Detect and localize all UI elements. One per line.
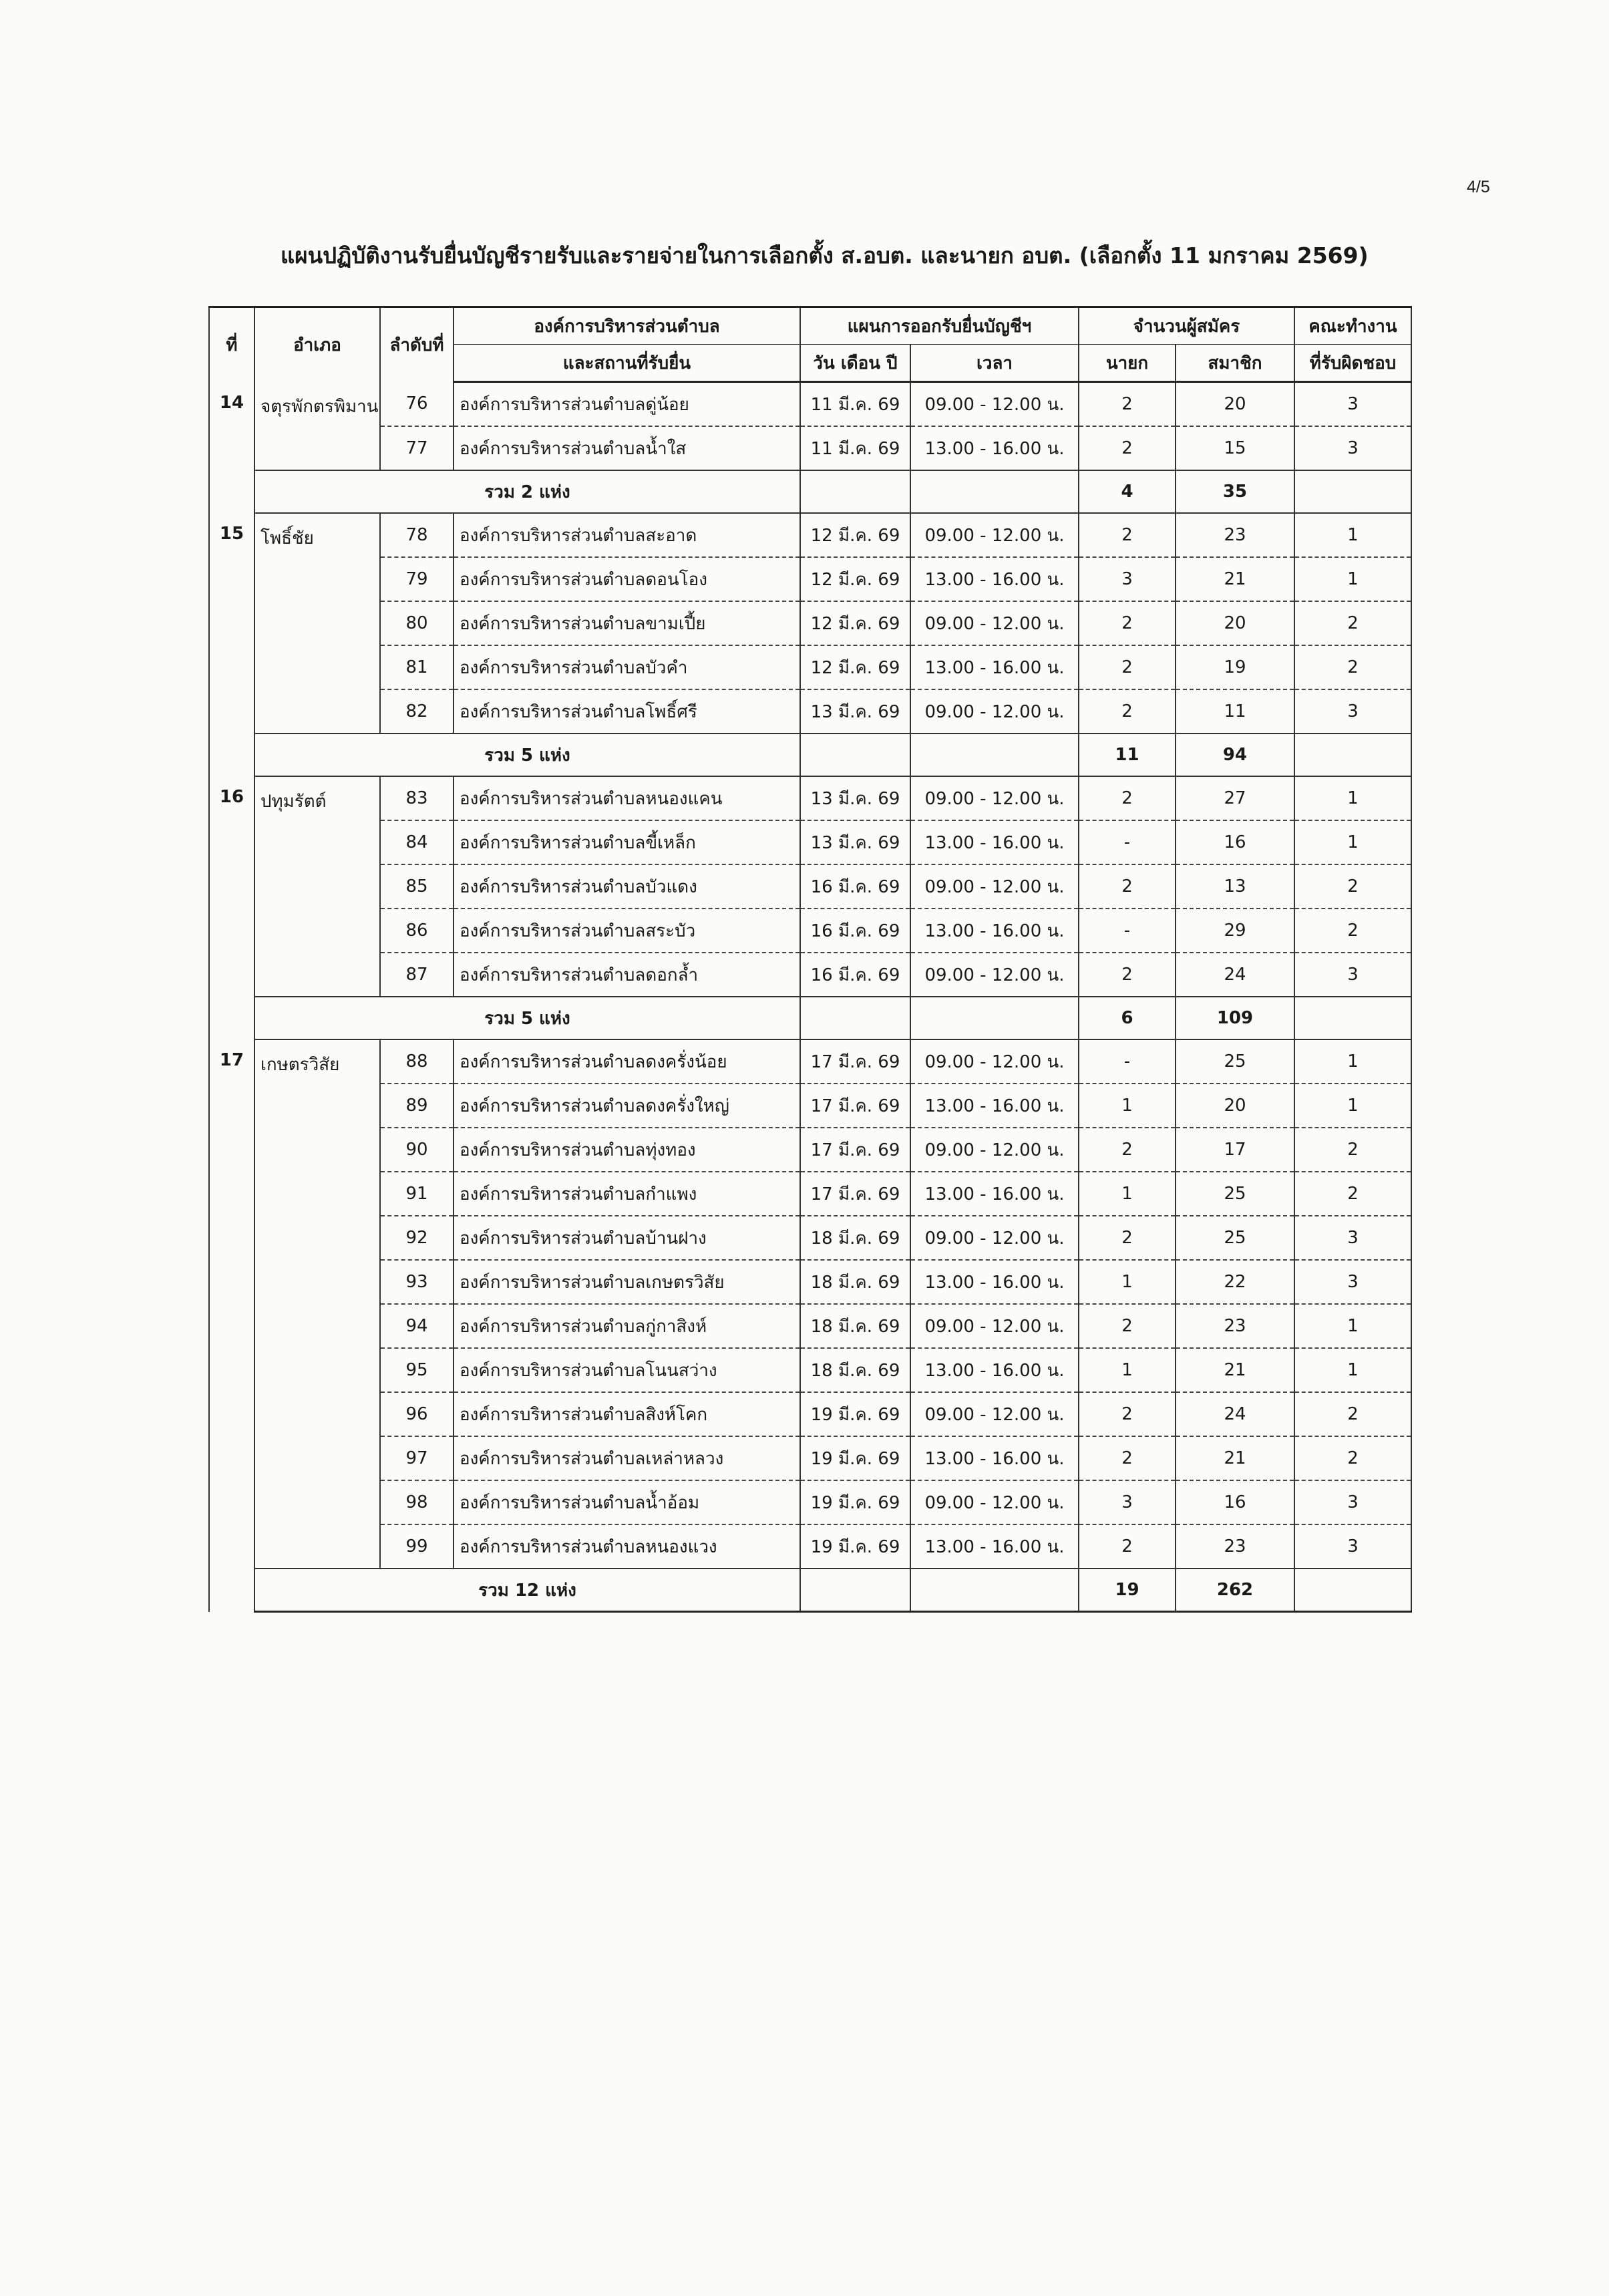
mayor-count-cell: 2 [1079, 1216, 1176, 1260]
team-cell: 1 [1294, 1084, 1411, 1128]
mayor-count-cell: 2 [1079, 426, 1176, 470]
table-row [209, 1260, 1411, 1304]
member-count-cell: 13 [1176, 864, 1294, 909]
table-row [209, 689, 1411, 733]
header-time: เวลา [910, 345, 1079, 382]
date-cell: 18 มี.ค. 69 [800, 1216, 910, 1260]
member-count-cell: 24 [1176, 1392, 1294, 1436]
member-count-cell: 23 [1176, 1524, 1294, 1569]
seq-cell: 95 [380, 1348, 454, 1392]
member-count-cell: 20 [1176, 382, 1294, 427]
seq-cell: 90 [380, 1128, 454, 1172]
mayor-count-cell: 2 [1079, 645, 1176, 689]
header-mayor: นายก [1079, 345, 1176, 382]
table-row [209, 1304, 1411, 1348]
seq-cell: 89 [380, 1084, 454, 1128]
org-cell: องค์การบริหารส่วนตำบลสระบัว [454, 909, 800, 953]
org-cell: องค์การบริหารส่วนตำบลสิงห์โคก [454, 1392, 800, 1436]
team-cell: 2 [1294, 1172, 1411, 1216]
member-count-cell: 25 [1176, 1216, 1294, 1260]
team-cell: 3 [1294, 1216, 1411, 1260]
subtotal-mayor: 6 [1079, 997, 1176, 1039]
time-cell: 09.00 - 12.00 น. [910, 1039, 1079, 1084]
header-team: คณะทำงาน [1294, 307, 1411, 345]
date-cell: 12 มี.ค. 69 [800, 557, 910, 601]
seq-cell: 78 [380, 513, 454, 557]
date-cell: 11 มี.ค. 69 [800, 382, 910, 427]
team-cell: 1 [1294, 820, 1411, 864]
header-no: ที่ [209, 307, 254, 382]
document-title: แผนปฏิบัติงานรับยื่นบัญชีรายรับและรายจ่ายในการเลือกตั้ง ส.อบต. และนายก อบต. (เลือกตั้ง 11 มกราคม 2569) [281, 242, 1369, 269]
time-cell: 09.00 - 12.00 น. [910, 953, 1079, 997]
member-count-cell: 15 [1176, 426, 1294, 470]
team-cell: 2 [1294, 1392, 1411, 1436]
subtotal-member: 35 [1176, 470, 1294, 513]
table-row [209, 513, 1411, 557]
mayor-count-cell: 3 [1079, 557, 1176, 601]
subtotal-label: รวม 12 แห่ง [254, 1569, 800, 1612]
header-member: สมาชิก [1176, 345, 1294, 382]
group-number: 16 [209, 776, 254, 1039]
org-cell: องค์การบริหารส่วนตำบลกำแพง [454, 1172, 800, 1216]
seq-cell: 99 [380, 1524, 454, 1569]
district-name: จตุรพักตรพิมาน [254, 382, 380, 471]
time-cell: 09.00 - 12.00 น. [910, 513, 1079, 557]
header-team-line2: ที่รับผิดชอบ [1294, 345, 1411, 382]
member-count-cell: 23 [1176, 1304, 1294, 1348]
district-name: โพธิ์ชัย [254, 513, 380, 733]
time-cell: 09.00 - 12.00 น. [910, 601, 1079, 645]
subtotal-row [209, 470, 1411, 513]
date-cell: 19 มี.ค. 69 [800, 1480, 910, 1524]
subtotal-date-empty [800, 1569, 910, 1612]
mayor-count-cell: 1 [1079, 1260, 1176, 1304]
team-cell: 3 [1294, 689, 1411, 733]
team-cell: 2 [1294, 1128, 1411, 1172]
subtotal-time-empty [910, 470, 1079, 513]
date-cell: 16 มี.ค. 69 [800, 864, 910, 909]
time-cell: 13.00 - 16.00 น. [910, 1524, 1079, 1569]
org-cell: องค์การบริหารส่วนตำบลสะอาด [454, 513, 800, 557]
date-cell: 13 มี.ค. 69 [800, 820, 910, 864]
date-cell: 17 มี.ค. 69 [800, 1039, 910, 1084]
time-cell: 13.00 - 16.00 น. [910, 1348, 1079, 1392]
seq-cell: 93 [380, 1260, 454, 1304]
mayor-count-cell: 1 [1079, 1084, 1176, 1128]
table-row [209, 1436, 1411, 1480]
subtotal-member: 109 [1176, 997, 1294, 1039]
table-row [209, 382, 1411, 427]
member-count-cell: 20 [1176, 601, 1294, 645]
table-row [209, 953, 1411, 997]
mayor-count-cell: - [1079, 820, 1176, 864]
org-cell: องค์การบริหารส่วนตำบลโพธิ์ศรี [454, 689, 800, 733]
mayor-count-cell: 2 [1079, 864, 1176, 909]
seq-cell: 91 [380, 1172, 454, 1216]
date-cell: 18 มี.ค. 69 [800, 1260, 910, 1304]
table-row [209, 1172, 1411, 1216]
subtotal-row [209, 1569, 1411, 1612]
team-cell: 3 [1294, 953, 1411, 997]
table-row [209, 1524, 1411, 1569]
table-row [209, 1128, 1411, 1172]
header-org-line2: และสถานที่รับยื่น [454, 345, 800, 382]
mayor-count-cell: 2 [1079, 953, 1176, 997]
time-cell: 13.00 - 16.00 น. [910, 1260, 1079, 1304]
header-date: วัน เดือน ปี [800, 345, 910, 382]
time-cell: 13.00 - 16.00 น. [910, 1172, 1079, 1216]
date-cell: 12 มี.ค. 69 [800, 645, 910, 689]
mayor-count-cell: 2 [1079, 513, 1176, 557]
seq-cell: 97 [380, 1436, 454, 1480]
group-number: 15 [209, 513, 254, 776]
time-cell: 13.00 - 16.00 น. [910, 1436, 1079, 1480]
time-cell: 13.00 - 16.00 น. [910, 557, 1079, 601]
time-cell: 13.00 - 16.00 น. [910, 1084, 1079, 1128]
subtotal-row [209, 997, 1411, 1039]
team-cell: 2 [1294, 645, 1411, 689]
mayor-count-cell: - [1079, 909, 1176, 953]
team-cell: 1 [1294, 776, 1411, 820]
team-cell: 2 [1294, 909, 1411, 953]
mayor-count-cell: 2 [1079, 1304, 1176, 1348]
mayor-count-cell: 1 [1079, 1172, 1176, 1216]
subtotal-time-empty [910, 733, 1079, 776]
member-count-cell: 11 [1176, 689, 1294, 733]
org-cell: องค์การบริหารส่วนตำบลบ้านฝาง [454, 1216, 800, 1260]
date-cell: 12 มี.ค. 69 [800, 513, 910, 557]
election-schedule-table [208, 306, 1412, 1613]
date-cell: 17 มี.ค. 69 [800, 1084, 910, 1128]
district-name: ปทุมรัตต์ [254, 776, 380, 997]
team-cell: 1 [1294, 1039, 1411, 1084]
mayor-count-cell: 2 [1079, 689, 1176, 733]
subtotal-mayor: 11 [1079, 733, 1176, 776]
team-cell: 3 [1294, 1480, 1411, 1524]
table-row [209, 1348, 1411, 1392]
subtotal-team-empty [1294, 733, 1411, 776]
header-district: อำเภอ [254, 307, 380, 382]
org-cell: องค์การบริหารส่วนตำบลทุ่งทอง [454, 1128, 800, 1172]
member-count-cell: 22 [1176, 1260, 1294, 1304]
date-cell: 13 มี.ค. 69 [800, 689, 910, 733]
table-row [209, 645, 1411, 689]
org-cell: องค์การบริหารส่วนตำบลดู่น้อย [454, 382, 800, 427]
org-cell: องค์การบริหารส่วนตำบลหนองแวง [454, 1524, 800, 1569]
seq-cell: 85 [380, 864, 454, 909]
org-cell: องค์การบริหารส่วนตำบลเกษตรวิสัย [454, 1260, 800, 1304]
seq-cell: 80 [380, 601, 454, 645]
table-row [209, 864, 1411, 909]
table-row [209, 1039, 1411, 1084]
subtotal-label: รวม 5 แห่ง [254, 997, 800, 1039]
date-cell: 13 มี.ค. 69 [800, 776, 910, 820]
subtotal-mayor: 4 [1079, 470, 1176, 513]
table-row [209, 1480, 1411, 1524]
time-cell: 09.00 - 12.00 น. [910, 1480, 1079, 1524]
org-cell: องค์การบริหารส่วนตำบลขี้เหล็ก [454, 820, 800, 864]
subtotal-member: 94 [1176, 733, 1294, 776]
date-cell: 18 มี.ค. 69 [800, 1304, 910, 1348]
member-count-cell: 21 [1176, 1348, 1294, 1392]
subtotal-team-empty [1294, 470, 1411, 513]
org-cell: องค์การบริหารส่วนตำบลโนนสว่าง [454, 1348, 800, 1392]
seq-cell: 82 [380, 689, 454, 733]
seq-cell: 94 [380, 1304, 454, 1348]
org-cell: องค์การบริหารส่วนตำบลดอนโอง [454, 557, 800, 601]
group-number: 14 [209, 382, 254, 514]
mayor-count-cell: 3 [1079, 1480, 1176, 1524]
subtotal-mayor: 19 [1079, 1569, 1176, 1612]
date-cell: 17 มี.ค. 69 [800, 1172, 910, 1216]
table-row [209, 601, 1411, 645]
team-cell: 3 [1294, 426, 1411, 470]
subtotal-date-empty [800, 733, 910, 776]
seq-cell: 98 [380, 1480, 454, 1524]
seq-cell: 81 [380, 645, 454, 689]
subtotal-row [209, 733, 1411, 776]
mayor-count-cell: 2 [1079, 382, 1176, 427]
subtotal-time-empty [910, 997, 1079, 1039]
team-cell: 3 [1294, 1260, 1411, 1304]
org-cell: องค์การบริหารส่วนตำบลบัวคำ [454, 645, 800, 689]
mayor-count-cell: 1 [1079, 1348, 1176, 1392]
date-cell: 16 มี.ค. 69 [800, 953, 910, 997]
seq-cell: 92 [380, 1216, 454, 1260]
date-cell: 19 มี.ค. 69 [800, 1436, 910, 1480]
member-count-cell: 29 [1176, 909, 1294, 953]
time-cell: 09.00 - 12.00 น. [910, 1392, 1079, 1436]
team-cell: 3 [1294, 1524, 1411, 1569]
team-cell: 1 [1294, 1304, 1411, 1348]
date-cell: 17 มี.ค. 69 [800, 1128, 910, 1172]
team-cell: 2 [1294, 864, 1411, 909]
table-row [209, 1392, 1411, 1436]
header-seq: ลำดับที่ [380, 307, 454, 382]
table-row [209, 426, 1411, 470]
org-cell: องค์การบริหารส่วนตำบลบัวแดง [454, 864, 800, 909]
member-count-cell: 21 [1176, 557, 1294, 601]
member-count-cell: 24 [1176, 953, 1294, 997]
org-cell: องค์การบริหารส่วนตำบลน้ำอ้อม [454, 1480, 800, 1524]
seq-cell: 79 [380, 557, 454, 601]
group-number: 17 [209, 1039, 254, 1612]
subtotal-label: รวม 2 แห่ง [254, 470, 800, 513]
org-cell: องค์การบริหารส่วนตำบลขามเปี้ย [454, 601, 800, 645]
seq-cell: 96 [380, 1392, 454, 1436]
org-cell: องค์การบริหารส่วนตำบลเหล่าหลวง [454, 1436, 800, 1480]
member-count-cell: 23 [1176, 513, 1294, 557]
table-row [209, 776, 1411, 820]
page-number: 4/5 [1467, 178, 1490, 196]
member-count-cell: 25 [1176, 1039, 1294, 1084]
subtotal-team-empty [1294, 1569, 1411, 1612]
time-cell: 09.00 - 12.00 น. [910, 1304, 1079, 1348]
time-cell: 09.00 - 12.00 น. [910, 864, 1079, 909]
table-row [209, 1216, 1411, 1260]
table-row [209, 820, 1411, 864]
time-cell: 13.00 - 16.00 น. [910, 909, 1079, 953]
member-count-cell: 16 [1176, 1480, 1294, 1524]
mayor-count-cell: 2 [1079, 1128, 1176, 1172]
subtotal-member: 262 [1176, 1569, 1294, 1612]
team-cell: 2 [1294, 601, 1411, 645]
table-row [209, 557, 1411, 601]
subtotal-time-empty [910, 1569, 1079, 1612]
mayor-count-cell: 2 [1079, 1436, 1176, 1480]
subtotal-date-empty [800, 997, 910, 1039]
team-cell: 1 [1294, 513, 1411, 557]
team-cell: 1 [1294, 557, 1411, 601]
district-name: เกษตรวิสัย [254, 1039, 380, 1569]
seq-cell: 76 [380, 382, 454, 427]
time-cell: 09.00 - 12.00 น. [910, 1128, 1079, 1172]
time-cell: 09.00 - 12.00 น. [910, 1216, 1079, 1260]
seq-cell: 86 [380, 909, 454, 953]
team-cell: 1 [1294, 1348, 1411, 1392]
seq-cell: 83 [380, 776, 454, 820]
member-count-cell: 16 [1176, 820, 1294, 864]
member-count-cell: 19 [1176, 645, 1294, 689]
mayor-count-cell: - [1079, 1039, 1176, 1084]
time-cell: 09.00 - 12.00 น. [910, 689, 1079, 733]
org-cell: องค์การบริหารส่วนตำบลดงครั่งน้อย [454, 1039, 800, 1084]
header-plan: แผนการออกรับยื่นบัญชีฯ [800, 307, 1079, 345]
subtotal-date-empty [800, 470, 910, 513]
date-cell: 12 มี.ค. 69 [800, 601, 910, 645]
team-cell: 3 [1294, 382, 1411, 427]
org-cell: องค์การบริหารส่วนตำบลกู่กาสิงห์ [454, 1304, 800, 1348]
seq-cell: 77 [380, 426, 454, 470]
time-cell: 09.00 - 12.00 น. [910, 776, 1079, 820]
table-row [209, 1084, 1411, 1128]
header-org: องค์การบริหารส่วนตำบล [454, 307, 800, 345]
org-cell: องค์การบริหารส่วนตำบลหนองแคน [454, 776, 800, 820]
time-cell: 13.00 - 16.00 น. [910, 820, 1079, 864]
date-cell: 11 มี.ค. 69 [800, 426, 910, 470]
date-cell: 19 มี.ค. 69 [800, 1524, 910, 1569]
seq-cell: 87 [380, 953, 454, 997]
mayor-count-cell: 2 [1079, 776, 1176, 820]
member-count-cell: 17 [1176, 1128, 1294, 1172]
mayor-count-cell: 2 [1079, 1392, 1176, 1436]
time-cell: 13.00 - 16.00 น. [910, 426, 1079, 470]
mayor-count-cell: 2 [1079, 1524, 1176, 1569]
subtotal-team-empty [1294, 997, 1411, 1039]
table-body [209, 382, 1411, 1612]
seq-cell: 84 [380, 820, 454, 864]
date-cell: 18 มี.ค. 69 [800, 1348, 910, 1392]
mayor-count-cell: 2 [1079, 601, 1176, 645]
member-count-cell: 25 [1176, 1172, 1294, 1216]
member-count-cell: 20 [1176, 1084, 1294, 1128]
member-count-cell: 21 [1176, 1436, 1294, 1480]
org-cell: องค์การบริหารส่วนตำบลดอกล้ำ [454, 953, 800, 997]
subtotal-label: รวม 5 แห่ง [254, 733, 800, 776]
time-cell: 13.00 - 16.00 น. [910, 645, 1079, 689]
date-cell: 16 มี.ค. 69 [800, 909, 910, 953]
org-cell: องค์การบริหารส่วนตำบลน้ำใส [454, 426, 800, 470]
date-cell: 19 มี.ค. 69 [800, 1392, 910, 1436]
member-count-cell: 27 [1176, 776, 1294, 820]
header-applicants: จำนวนผู้สมัคร [1079, 307, 1294, 345]
seq-cell: 88 [380, 1039, 454, 1084]
table-row [209, 909, 1411, 953]
team-cell: 2 [1294, 1436, 1411, 1480]
org-cell: องค์การบริหารส่วนตำบลดงครั่งใหญ่ [454, 1084, 800, 1128]
time-cell: 09.00 - 12.00 น. [910, 382, 1079, 427]
